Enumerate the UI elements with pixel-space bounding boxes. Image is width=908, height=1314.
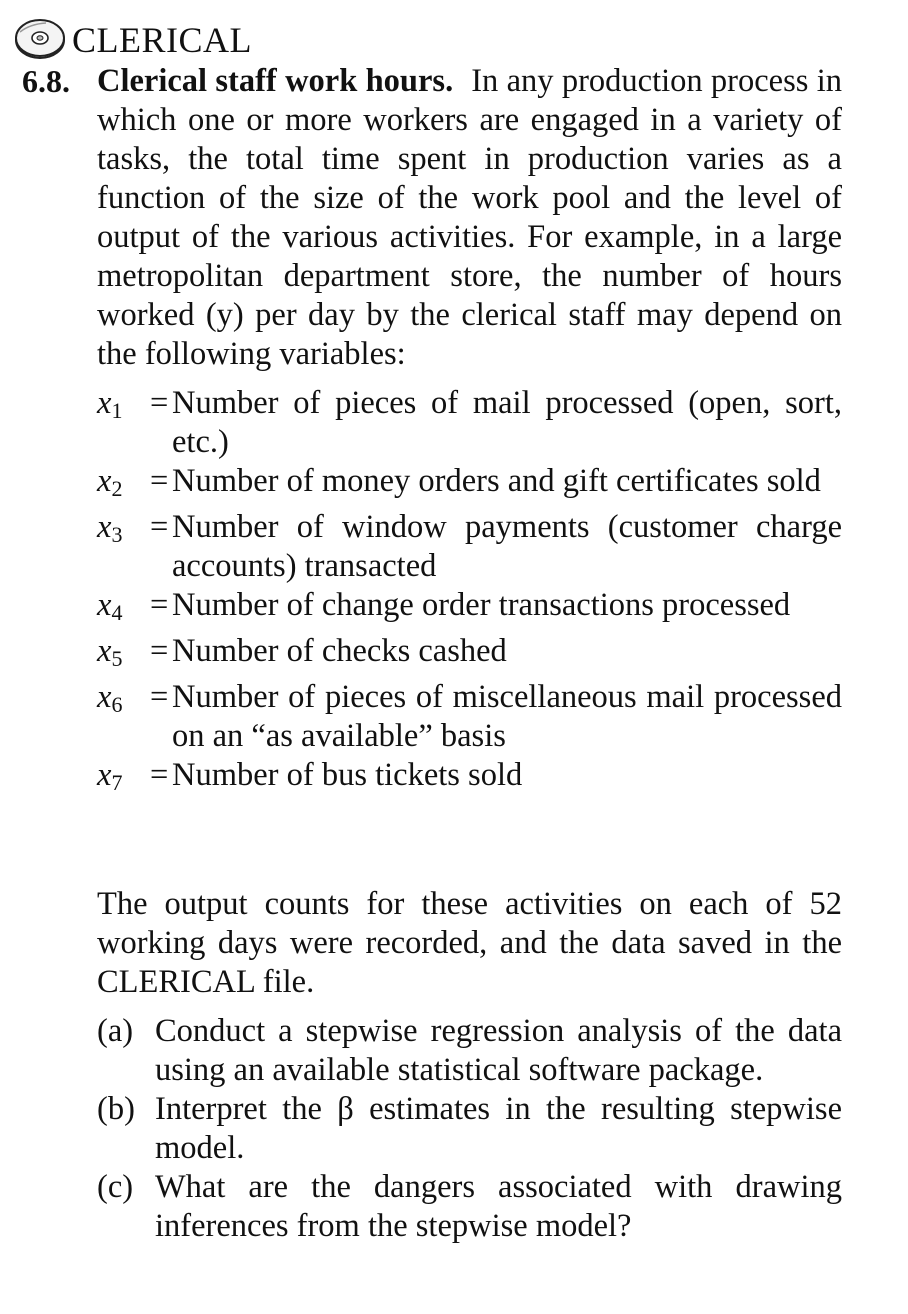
variable-symbol: $x_5$ bbox=[97, 633, 123, 671]
variable-row: $x_6$ = Number of pieces of miscellaneous mail processed on an “as available” basis bbox=[97, 679, 842, 754]
part-label: (a) bbox=[97, 1013, 134, 1049]
question-part bbox=[97, 1090, 842, 1168]
variable-symbol: $x_6$ bbox=[97, 679, 123, 717]
variable-symbol: $x_4$ bbox=[97, 587, 123, 625]
part-label: (b) bbox=[97, 1091, 135, 1127]
exercise-intro bbox=[97, 62, 842, 374]
question-parts bbox=[97, 1012, 842, 1246]
variable-symbol: $x_3$ bbox=[97, 509, 123, 547]
exercise-title: Clerical staff work hours. bbox=[97, 63, 454, 99]
variable-row: $x_2$ = Number of money orders and gift certificates sold bbox=[97, 462, 842, 508]
part-text: Interpret the β estimates in the resulting stepwise model. bbox=[155, 1091, 842, 1166]
variable-description: Number of bus tickets sold bbox=[172, 757, 523, 793]
variable-description: Number of money orders and gift certificates sold bbox=[172, 463, 821, 499]
question-part bbox=[97, 1168, 842, 1246]
question-part bbox=[97, 1012, 842, 1090]
part-text: What are the dangers associated with drawing inferences from the stepwise model? bbox=[155, 1169, 842, 1244]
variable-description: Number of change order transactions processed bbox=[172, 587, 791, 623]
part-text: Conduct a stepwise regression analysis of the data using an available statistical software package. bbox=[155, 1013, 842, 1088]
variable-row: $x_7$ = Number of bus tickets sold bbox=[97, 756, 842, 802]
exercise-intro-text: In any production process in which one or more workers are engaged in a variety of tasks, the total time spent in production varies as a function of the size of the work pool and the level of output of the various activities. For example, in a large metropolitan department store, the number of hours worked (y) per day by the clerical staff may depend on the following variables: bbox=[97, 63, 842, 372]
variable-symbol: $x_1$ bbox=[97, 385, 123, 423]
part-label: (c) bbox=[97, 1169, 134, 1205]
variable-row: $x_3$ = Number of window payments (customer charge accounts) transacted bbox=[97, 509, 842, 584]
exercise-number: 6.8. bbox=[22, 63, 70, 99]
variable-description: Number of window payments (customer charge accounts) transacted bbox=[172, 509, 842, 584]
variable-symbol: $x_7$ bbox=[97, 757, 123, 795]
data-file-header bbox=[14, 18, 252, 62]
variable-symbol: $x_2$ bbox=[97, 463, 123, 501]
variable-row: $x_4$ = Number of change order transactions processed bbox=[97, 586, 842, 632]
variable-row: $x_1$ = Number of pieces of mail processed (open, sort, etc.) bbox=[97, 385, 842, 460]
variable-list bbox=[97, 384, 842, 802]
variable-row: $x_5$ = Number of checks cashed bbox=[97, 632, 842, 678]
cd-disc-icon bbox=[14, 18, 66, 62]
variable-description: Number of pieces of mail processed (open, sort, etc.) bbox=[172, 385, 842, 460]
variable-description: Number of checks cashed bbox=[172, 633, 507, 669]
data-file-name: CLERICAL bbox=[72, 20, 252, 60]
variable-description: Number of pieces of miscellaneous mail processed on an “as available” basis bbox=[172, 679, 842, 754]
output-paragraph: The output counts for these activities on each of 52 working days were recorded, and the data saved in the CLERICAL file. bbox=[97, 886, 842, 1000]
